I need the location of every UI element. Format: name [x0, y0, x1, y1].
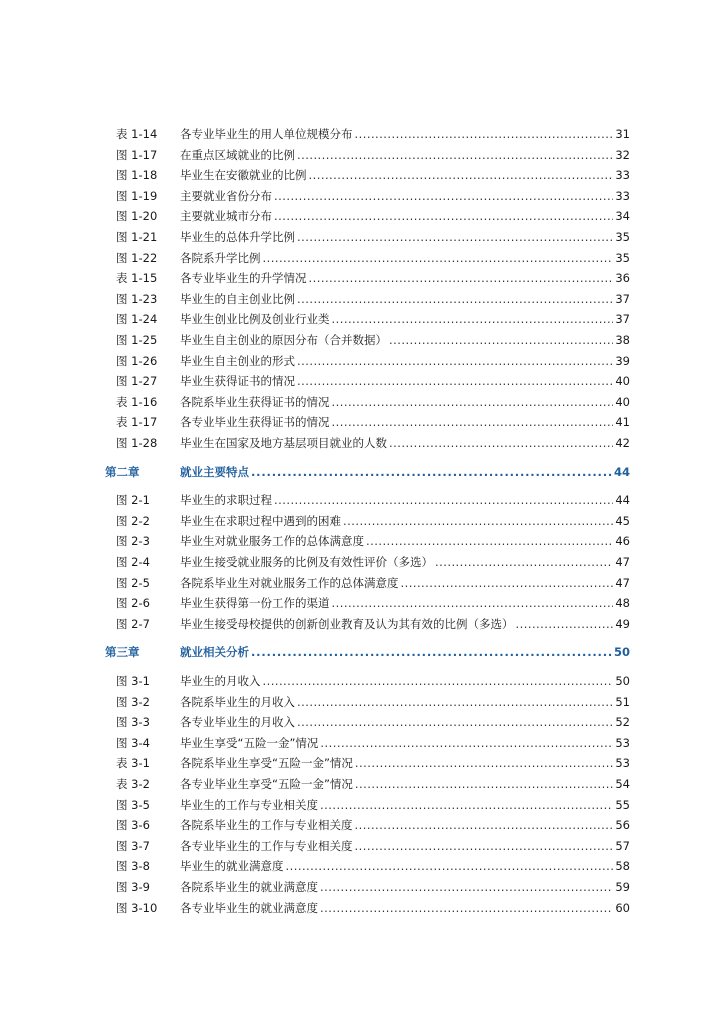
- entry-label: 图 1-25: [116, 333, 158, 347]
- dot-leader: [274, 490, 613, 510]
- dot-leader: [309, 268, 614, 288]
- entry-title: 毕业生获得第一份工作的渠道: [180, 596, 330, 611]
- page-number: 33: [615, 188, 630, 203]
- page-number: 37: [615, 291, 630, 306]
- entry-label: 图 1-20: [116, 209, 158, 224]
- page-number: 53: [615, 756, 630, 771]
- entry-title: 各院系毕业生获得证书的情况: [180, 394, 330, 409]
- entry-label: 图 2-3: [116, 534, 150, 549]
- entry-label: 图 1-26: [116, 353, 158, 368]
- dot-leader: [297, 145, 613, 165]
- entry-title: 各专业毕业生的升学情况: [180, 271, 307, 286]
- entry-title: 毕业生自主创业的形式: [180, 353, 295, 368]
- page-number: 55: [615, 797, 630, 812]
- entry-label: 图 3-9: [116, 880, 150, 894]
- toc-entry[interactable]: [0, 856, 724, 876]
- entry-title: 各院系升学比例: [180, 250, 261, 265]
- toc-entry[interactable]: [0, 531, 724, 551]
- toc-entry[interactable]: [0, 351, 724, 371]
- page-number: 58: [615, 859, 630, 874]
- entry-title: 毕业生的总体升学比例: [180, 230, 295, 244]
- toc-entry[interactable]: [0, 815, 724, 835]
- toc-entry[interactable]: [0, 552, 724, 572]
- entry-title: 毕业生的求职过程: [180, 493, 272, 508]
- toc-entry[interactable]: [0, 330, 724, 350]
- page-number: 32: [615, 147, 630, 162]
- toc-entry[interactable]: [0, 573, 724, 593]
- entry-title: 毕业生在求职过程中遇到的困难: [180, 513, 341, 528]
- dot-leader: [320, 877, 613, 897]
- dot-leader: [297, 351, 613, 371]
- entry-title: 毕业生接受就业服务的比例及有效性评价（多选）: [180, 555, 433, 569]
- toc-entry[interactable]: [0, 490, 724, 510]
- page-number: 47: [615, 575, 630, 590]
- toc-entry[interactable]: [0, 268, 724, 288]
- entry-label: 表 1-14: [116, 127, 158, 141]
- toc-entry[interactable]: [0, 392, 724, 412]
- entry-label: 表 1-17: [116, 415, 158, 430]
- page-number: 50: [615, 674, 630, 688]
- entry-label: 图 1-17: [116, 147, 158, 162]
- page-number: 53: [615, 735, 630, 750]
- toc-entry[interactable]: [0, 433, 724, 453]
- dot-leader: [516, 614, 614, 634]
- entry-title: 毕业生在国家及地方基层项目就业的人数: [180, 436, 387, 450]
- toc-entry[interactable]: [0, 753, 724, 773]
- entry-label: 图 3-10: [116, 900, 158, 915]
- entry-label: 第三章: [105, 645, 140, 660]
- dot-leader: [332, 412, 614, 432]
- dot-leader: [401, 573, 614, 593]
- dot-leader: [343, 511, 613, 531]
- entry-title: 主要就业省份分布: [180, 188, 272, 203]
- dot-leader: [435, 552, 613, 572]
- entry-label: 表 3-1: [116, 756, 150, 771]
- page-number: 54: [615, 777, 630, 791]
- dot-leader: [263, 248, 614, 268]
- toc-entry[interactable]: [0, 877, 724, 897]
- page-number: 52: [615, 715, 630, 730]
- entry-title: 主要就业城市分布: [180, 209, 272, 224]
- entry-title: 就业主要特点: [180, 464, 249, 479]
- entry-title: 毕业生自主创业的原因分布（合并数据）: [180, 333, 387, 347]
- toc-entry[interactable]: [0, 898, 724, 918]
- entry-label: 图 1-21: [116, 230, 158, 244]
- page-number: 45: [615, 513, 630, 528]
- toc-entry[interactable]: [0, 593, 724, 613]
- entry-label: 图 1-27: [116, 374, 158, 389]
- entry-label: 第二章: [105, 464, 140, 479]
- dot-leader: [274, 186, 613, 206]
- entry-title: 各专业毕业生的工作与专业相关度: [180, 838, 353, 853]
- entry-label: 图 2-4: [116, 555, 150, 569]
- entry-title: 毕业生享受“五险一金”情况: [180, 735, 319, 750]
- dot-leader: [355, 753, 613, 773]
- page-number: 33: [615, 168, 630, 183]
- toc-entry[interactable]: [0, 614, 724, 634]
- dot-leader: [366, 531, 613, 551]
- dot-leader: [355, 836, 614, 856]
- entry-label: 图 3-8: [116, 859, 150, 874]
- entry-label: 图 3-3: [116, 715, 150, 730]
- toc-entry[interactable]: [0, 371, 724, 391]
- page-number: 36: [615, 271, 630, 286]
- entry-label: 图 1-18: [116, 168, 158, 183]
- page-number: 44: [613, 464, 630, 479]
- toc-entry[interactable]: [0, 511, 724, 531]
- page-number: 51: [615, 694, 630, 709]
- entry-label: 图 3-5: [116, 797, 150, 812]
- entry-title: 毕业生接受母校提供的创新创业教育及认为其有效的比例（多选）: [180, 616, 514, 631]
- dot-leader: [286, 856, 614, 876]
- toc-entry[interactable]: [0, 836, 724, 856]
- entry-title: 各院系毕业生对就业服务工作的总体满意度: [180, 575, 399, 590]
- entry-label: 图 2-5: [116, 575, 150, 590]
- entry-label: 图 2-7: [116, 616, 150, 631]
- page-number: 37: [615, 312, 630, 327]
- toc-entry[interactable]: [0, 165, 724, 185]
- toc-entry[interactable]: [0, 145, 724, 165]
- dot-leader: [297, 227, 613, 247]
- page-number: 46: [615, 534, 630, 549]
- entry-label: 图 1-22: [116, 250, 158, 265]
- page-number: 60: [615, 900, 630, 915]
- entry-title: 毕业生的月收入: [180, 674, 261, 688]
- entry-title: 毕业生对就业服务工作的总体满意度: [180, 534, 364, 549]
- entry-title: 毕业生的工作与专业相关度: [180, 797, 318, 812]
- entry-title: 各专业毕业生的用人单位规模分布: [180, 127, 353, 141]
- page-number: 42: [615, 436, 630, 450]
- dot-leader: [389, 433, 613, 453]
- page-number: 44: [615, 493, 630, 508]
- dot-leader: [274, 206, 613, 226]
- dot-leader: [263, 671, 614, 691]
- toc-entry[interactable]: [0, 309, 724, 329]
- page-number: 34: [615, 209, 630, 224]
- entry-label: 表 1-16: [116, 394, 158, 409]
- entry-label: 表 3-2: [116, 777, 150, 791]
- chapter-entry[interactable]: [0, 462, 724, 482]
- dot-leader: [320, 795, 613, 815]
- toc-entry[interactable]: [0, 289, 724, 309]
- entry-label: 图 1-19: [116, 188, 158, 203]
- toc-entry[interactable]: [0, 186, 724, 206]
- page-number: 59: [615, 880, 630, 894]
- entry-title: 各院系毕业生的工作与专业相关度: [180, 818, 353, 833]
- entry-label: 图 2-2: [116, 513, 150, 528]
- page-number: 57: [615, 838, 630, 853]
- entry-label: 图 3-4: [116, 735, 150, 750]
- entry-label: 图 1-28: [116, 436, 158, 450]
- entry-title: 毕业生在安徽就业的比例: [180, 168, 307, 183]
- entry-title: 毕业生的自主创业比例: [180, 291, 295, 306]
- entry-title: 各专业毕业生获得证书的情况: [180, 415, 330, 430]
- page-number: 39: [615, 353, 630, 368]
- entry-label: 图 3-7: [116, 838, 150, 853]
- entry-label: 图 3-1: [116, 674, 150, 688]
- dot-leader: [320, 733, 613, 753]
- page-number: 40: [615, 374, 630, 389]
- page-number: 35: [615, 230, 630, 244]
- toc-entry[interactable]: [0, 671, 724, 691]
- page-number: 47: [615, 555, 630, 569]
- entry-label: 图 1-24: [116, 312, 158, 327]
- page-number: 49: [615, 616, 630, 631]
- entry-title: 各院系毕业生的月收入: [180, 694, 295, 709]
- dot-leader: [297, 289, 613, 309]
- entry-title: 在重点区域就业的比例: [180, 147, 295, 162]
- entry-title: 各专业毕业生的就业满意度: [180, 900, 318, 915]
- entry-label: 图 1-23: [116, 291, 158, 306]
- entry-label: 图 2-6: [116, 596, 150, 611]
- entry-label: 图 3-6: [116, 818, 150, 833]
- dot-leader: [251, 462, 612, 482]
- dot-leader: [332, 593, 614, 613]
- dot-leader: [309, 165, 614, 185]
- toc-entry[interactable]: [0, 124, 724, 144]
- toc-entry[interactable]: [0, 692, 724, 712]
- entry-title: 各专业毕业生享受“五险一金”情况: [180, 777, 353, 791]
- toc-entry[interactable]: [0, 795, 724, 815]
- dot-leader: [355, 774, 613, 794]
- entry-title: 毕业生创业比例及创业行业类: [180, 312, 330, 327]
- dot-leader: [251, 642, 612, 662]
- dot-leader: [332, 309, 614, 329]
- dot-leader: [297, 692, 613, 712]
- entry-title: 各院系毕业生的就业满意度: [180, 880, 318, 894]
- entry-title: 各专业毕业生的月收入: [180, 715, 295, 730]
- page-number: 31: [615, 127, 630, 141]
- toc-entry[interactable]: [0, 412, 724, 432]
- page-number: 38: [615, 333, 630, 347]
- page-number: 48: [615, 596, 630, 611]
- toc-entry[interactable]: [0, 227, 724, 247]
- dot-leader: [297, 712, 613, 732]
- toc-entry[interactable]: [0, 733, 724, 753]
- toc-entry[interactable]: [0, 774, 724, 794]
- entry-label: 表 1-15: [116, 271, 158, 286]
- entry-title: 毕业生获得证书的情况: [180, 374, 295, 389]
- chapter-entry[interactable]: [0, 642, 724, 662]
- dot-leader: [320, 898, 613, 918]
- toc-entry[interactable]: [0, 712, 724, 732]
- toc-entry[interactable]: [0, 206, 724, 226]
- page-number: 40: [615, 394, 630, 409]
- dot-leader: [389, 330, 613, 350]
- page-number: 41: [615, 415, 630, 430]
- page-number: 56: [615, 818, 630, 833]
- dot-leader: [355, 124, 614, 144]
- entry-title: 毕业生的就业满意度: [180, 859, 284, 874]
- entry-label: 图 3-2: [116, 694, 150, 709]
- page-number: 35: [615, 250, 630, 265]
- page-number: 50: [613, 645, 630, 660]
- dot-leader: [332, 392, 614, 412]
- dot-leader: [297, 371, 613, 391]
- entry-label: 图 2-1: [116, 493, 150, 508]
- dot-leader: [355, 815, 614, 835]
- toc-entry[interactable]: [0, 248, 724, 268]
- entry-title: 就业相关分析: [180, 645, 249, 660]
- entry-title: 各院系毕业生享受“五险一金”情况: [180, 756, 353, 771]
